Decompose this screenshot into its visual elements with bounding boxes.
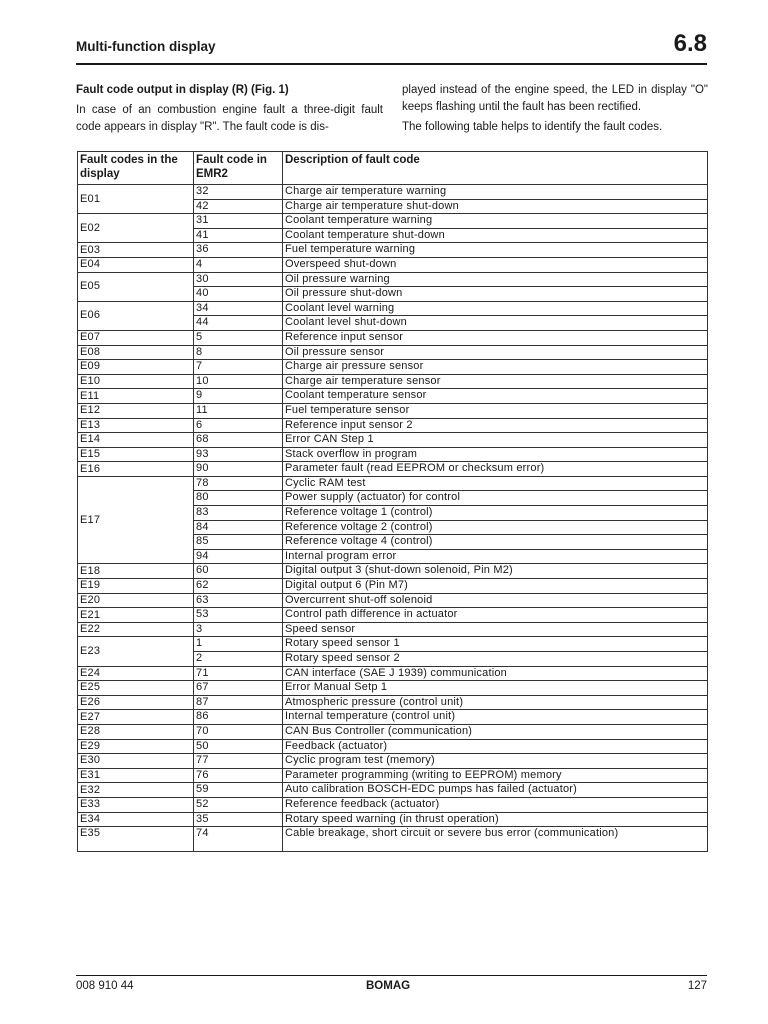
table-row bbox=[78, 783, 708, 798]
fault-description: Charge air temperature warning bbox=[283, 185, 708, 200]
fault-description: Speed sensor bbox=[283, 622, 708, 637]
emr2-fault-code: 52 bbox=[194, 797, 283, 812]
display-fault-code: E09 bbox=[78, 360, 194, 375]
display-fault-code: E27 bbox=[78, 710, 194, 725]
table-row bbox=[78, 330, 708, 345]
emr2-fault-code: 86 bbox=[194, 710, 283, 725]
emr2-fault-code: 31 bbox=[194, 214, 283, 229]
table-header-row bbox=[78, 152, 708, 185]
emr2-fault-code: 63 bbox=[194, 593, 283, 608]
emr2-fault-code: 70 bbox=[194, 724, 283, 739]
footer-divider bbox=[76, 975, 707, 976]
table-row bbox=[78, 301, 708, 316]
display-fault-code: E23 bbox=[78, 637, 194, 666]
table-row bbox=[78, 681, 708, 696]
fault-description: Reference input sensor bbox=[283, 330, 708, 345]
table-row bbox=[78, 695, 708, 710]
empty-cell bbox=[194, 841, 283, 852]
table-row bbox=[78, 257, 708, 272]
emr2-fault-code: 76 bbox=[194, 768, 283, 783]
fault-description: Error CAN Step 1 bbox=[283, 433, 708, 448]
emr2-fault-code: 34 bbox=[194, 301, 283, 316]
fault-description: Charge air temperature sensor bbox=[283, 374, 708, 389]
table-row bbox=[78, 433, 708, 448]
table-row bbox=[78, 374, 708, 389]
fault-description: Power supply (actuator) for control bbox=[283, 491, 708, 506]
fault-description: Coolant level shut-down bbox=[283, 316, 708, 331]
emr2-fault-code: 30 bbox=[194, 272, 283, 287]
table-row bbox=[78, 214, 708, 229]
display-fault-code: E24 bbox=[78, 666, 194, 681]
display-fault-code: E03 bbox=[78, 243, 194, 258]
empty-cell bbox=[78, 841, 194, 852]
table-row bbox=[78, 710, 708, 725]
emr2-fault-code: 42 bbox=[194, 199, 283, 214]
fault-description: Cable breakage, short circuit or severe bus error (communication) bbox=[283, 827, 708, 841]
display-fault-code: E08 bbox=[78, 345, 194, 360]
table-row bbox=[78, 360, 708, 375]
table-spacer-row bbox=[78, 841, 708, 852]
display-fault-code: E29 bbox=[78, 739, 194, 754]
emr2-fault-code: 32 bbox=[194, 185, 283, 200]
fault-description: Reference voltage 4 (control) bbox=[283, 535, 708, 550]
table-row bbox=[78, 739, 708, 754]
fault-description: Cyclic program test (memory) bbox=[283, 754, 708, 769]
section-number: 6.8 bbox=[673, 30, 707, 57]
intro-left-column bbox=[76, 82, 383, 136]
table-row bbox=[78, 827, 708, 841]
table-row bbox=[78, 768, 708, 783]
intro-right-column bbox=[402, 82, 708, 136]
empty-cell bbox=[283, 841, 708, 852]
display-fault-code: E26 bbox=[78, 695, 194, 710]
fault-description: Error Manual Setp 1 bbox=[283, 681, 708, 696]
emr2-fault-code: 85 bbox=[194, 535, 283, 550]
table-row bbox=[78, 622, 708, 637]
table-intro-text: The following table helps to identify the fault codes. bbox=[402, 121, 663, 133]
table-row bbox=[78, 243, 708, 258]
display-fault-code: E34 bbox=[78, 812, 194, 827]
display-fault-code: E11 bbox=[78, 389, 194, 404]
emr2-fault-code: 6 bbox=[194, 418, 283, 433]
emr2-fault-code: 1 bbox=[194, 637, 283, 652]
fault-description: Parameter programming (writing to EEPROM) memory bbox=[283, 768, 708, 783]
fault-description: Overcurrent shut-off solenoid bbox=[283, 593, 708, 608]
table-row bbox=[78, 185, 708, 200]
subheading: Fault code output in display (R) (Fig. 1) bbox=[76, 84, 289, 96]
emr2-fault-code: 5 bbox=[194, 330, 283, 345]
fault-description: Parameter fault (read EEPROM or checksum error) bbox=[283, 462, 708, 477]
table-row bbox=[78, 754, 708, 769]
emr2-fault-code: 53 bbox=[194, 608, 283, 623]
fault-description: Reference feedback (actuator) bbox=[283, 797, 708, 812]
emr2-fault-code: 93 bbox=[194, 447, 283, 462]
fault-description: Coolant level warning bbox=[283, 301, 708, 316]
emr2-fault-code: 78 bbox=[194, 476, 283, 491]
emr2-fault-code: 10 bbox=[194, 374, 283, 389]
fault-description: Reference voltage 1 (control) bbox=[283, 506, 708, 521]
display-fault-code: E07 bbox=[78, 330, 194, 345]
display-fault-code: E25 bbox=[78, 681, 194, 696]
table-row bbox=[78, 593, 708, 608]
emr2-fault-code: 71 bbox=[194, 666, 283, 681]
emr2-fault-code: 68 bbox=[194, 433, 283, 448]
fault-description: Internal temperature (control unit) bbox=[283, 710, 708, 725]
column-header-display-code: Fault codes in the display bbox=[78, 152, 194, 185]
intro-paragraph: In case of an combustion engine fault a three-digit fault code appears in display "R". The fault code is dis- bbox=[76, 104, 383, 133]
display-fault-code: E14 bbox=[78, 433, 194, 448]
display-fault-code: E15 bbox=[78, 447, 194, 462]
display-fault-code: E30 bbox=[78, 754, 194, 769]
emr2-fault-code: 40 bbox=[194, 287, 283, 302]
display-fault-code: E16 bbox=[78, 462, 194, 477]
fault-description: Rotary speed sensor 2 bbox=[283, 652, 708, 667]
display-fault-code: E12 bbox=[78, 403, 194, 418]
display-fault-code: E22 bbox=[78, 622, 194, 637]
table-row bbox=[78, 447, 708, 462]
fault-description: Rotary speed warning (in thrust operation) bbox=[283, 812, 708, 827]
table-row bbox=[78, 724, 708, 739]
table-row bbox=[78, 476, 708, 491]
table-row bbox=[78, 564, 708, 579]
document-number: 008 910 44 bbox=[76, 980, 134, 992]
table-row bbox=[78, 797, 708, 812]
display-fault-code: E20 bbox=[78, 593, 194, 608]
display-fault-code: E17 bbox=[78, 476, 194, 564]
display-fault-code: E35 bbox=[78, 827, 194, 841]
display-fault-code: E10 bbox=[78, 374, 194, 389]
fault-description: Charge air temperature shut-down bbox=[283, 199, 708, 214]
fault-description: Cyclic RAM test bbox=[283, 476, 708, 491]
fault-description: Atmospheric pressure (control unit) bbox=[283, 695, 708, 710]
emr2-fault-code: 59 bbox=[194, 783, 283, 798]
fault-description: Fuel temperature sensor bbox=[283, 403, 708, 418]
column-header-emr2-code: Fault code in EMR2 bbox=[194, 152, 283, 185]
page-number: 127 bbox=[687, 980, 707, 992]
emr2-fault-code: 7 bbox=[194, 360, 283, 375]
page-header bbox=[76, 28, 707, 64]
display-fault-code: E33 bbox=[78, 797, 194, 812]
fault-description: Coolant temperature shut-down bbox=[283, 228, 708, 243]
display-fault-code: E13 bbox=[78, 418, 194, 433]
intro-paragraph-continued: played instead of the engine speed, the LED in display "O" keeps flashing until the fault has been rectified. bbox=[402, 84, 708, 113]
emr2-fault-code: 11 bbox=[194, 403, 283, 418]
display-fault-code: E32 bbox=[78, 783, 194, 798]
display-fault-code: E01 bbox=[78, 185, 194, 214]
table-row bbox=[78, 403, 708, 418]
fault-description: Oil pressure sensor bbox=[283, 345, 708, 360]
fault-description: Coolant temperature warning bbox=[283, 214, 708, 229]
table-body bbox=[78, 185, 708, 852]
table-row bbox=[78, 812, 708, 827]
fault-description: Internal program error bbox=[283, 549, 708, 564]
table-row bbox=[78, 389, 708, 404]
table-row bbox=[78, 666, 708, 681]
display-fault-code: E04 bbox=[78, 257, 194, 272]
fault-description: Reference input sensor 2 bbox=[283, 418, 708, 433]
emr2-fault-code: 87 bbox=[194, 695, 283, 710]
table-row bbox=[78, 579, 708, 594]
emr2-fault-code: 3 bbox=[194, 622, 283, 637]
emr2-fault-code: 4 bbox=[194, 257, 283, 272]
fault-description: Feedback (actuator) bbox=[283, 739, 708, 754]
brand-name: BOMAG bbox=[366, 980, 411, 992]
emr2-fault-code: 2 bbox=[194, 652, 283, 667]
fault-code-table bbox=[77, 151, 708, 852]
emr2-fault-code: 9 bbox=[194, 389, 283, 404]
fault-description: Charge air pressure sensor bbox=[283, 360, 708, 375]
fault-description: Digital output 6 (Pin M7) bbox=[283, 579, 708, 594]
emr2-fault-code: 8 bbox=[194, 345, 283, 360]
fault-description: Oil pressure warning bbox=[283, 272, 708, 287]
display-fault-code: E21 bbox=[78, 608, 194, 623]
section-title: Multi-function display bbox=[76, 39, 216, 54]
table-row bbox=[78, 637, 708, 652]
emr2-fault-code: 84 bbox=[194, 520, 283, 535]
emr2-fault-code: 90 bbox=[194, 462, 283, 477]
header-divider bbox=[76, 63, 707, 65]
emr2-fault-code: 35 bbox=[194, 812, 283, 827]
emr2-fault-code: 62 bbox=[194, 579, 283, 594]
display-fault-code: E31 bbox=[78, 768, 194, 783]
fault-description: CAN interface (SAE J 1939) communication bbox=[283, 666, 708, 681]
display-fault-code: E18 bbox=[78, 564, 194, 579]
emr2-fault-code: 36 bbox=[194, 243, 283, 258]
fault-description: Stack overflow in program bbox=[283, 447, 708, 462]
emr2-fault-code: 41 bbox=[194, 228, 283, 243]
emr2-fault-code: 67 bbox=[194, 681, 283, 696]
emr2-fault-code: 80 bbox=[194, 491, 283, 506]
fault-description: Rotary speed sensor 1 bbox=[283, 637, 708, 652]
fault-description: Control path difference in actuator bbox=[283, 608, 708, 623]
emr2-fault-code: 77 bbox=[194, 754, 283, 769]
table-row bbox=[78, 272, 708, 287]
fault-description: Fuel temperature warning bbox=[283, 243, 708, 258]
table-row bbox=[78, 345, 708, 360]
fault-description: Digital output 3 (shut-down solenoid, Pin M2) bbox=[283, 564, 708, 579]
display-fault-code: E28 bbox=[78, 724, 194, 739]
fault-description: Coolant temperature sensor bbox=[283, 389, 708, 404]
column-header-description: Description of fault code bbox=[283, 152, 708, 185]
emr2-fault-code: 60 bbox=[194, 564, 283, 579]
display-fault-code: E02 bbox=[78, 214, 194, 243]
emr2-fault-code: 50 bbox=[194, 739, 283, 754]
display-fault-code: E05 bbox=[78, 272, 194, 301]
emr2-fault-code: 94 bbox=[194, 549, 283, 564]
table-row bbox=[78, 608, 708, 623]
fault-description: CAN Bus Controller (communication) bbox=[283, 724, 708, 739]
emr2-fault-code: 74 bbox=[194, 827, 283, 841]
table-row bbox=[78, 462, 708, 477]
display-fault-code: E06 bbox=[78, 301, 194, 330]
fault-description: Reference voltage 2 (control) bbox=[283, 520, 708, 535]
fault-description: Overspeed shut-down bbox=[283, 257, 708, 272]
table-row bbox=[78, 418, 708, 433]
fault-description: Oil pressure shut-down bbox=[283, 287, 708, 302]
display-fault-code: E19 bbox=[78, 579, 194, 594]
emr2-fault-code: 83 bbox=[194, 506, 283, 521]
emr2-fault-code: 44 bbox=[194, 316, 283, 331]
fault-description: Auto calibration BOSCH-EDC pumps has failed (actuator) bbox=[283, 783, 708, 798]
